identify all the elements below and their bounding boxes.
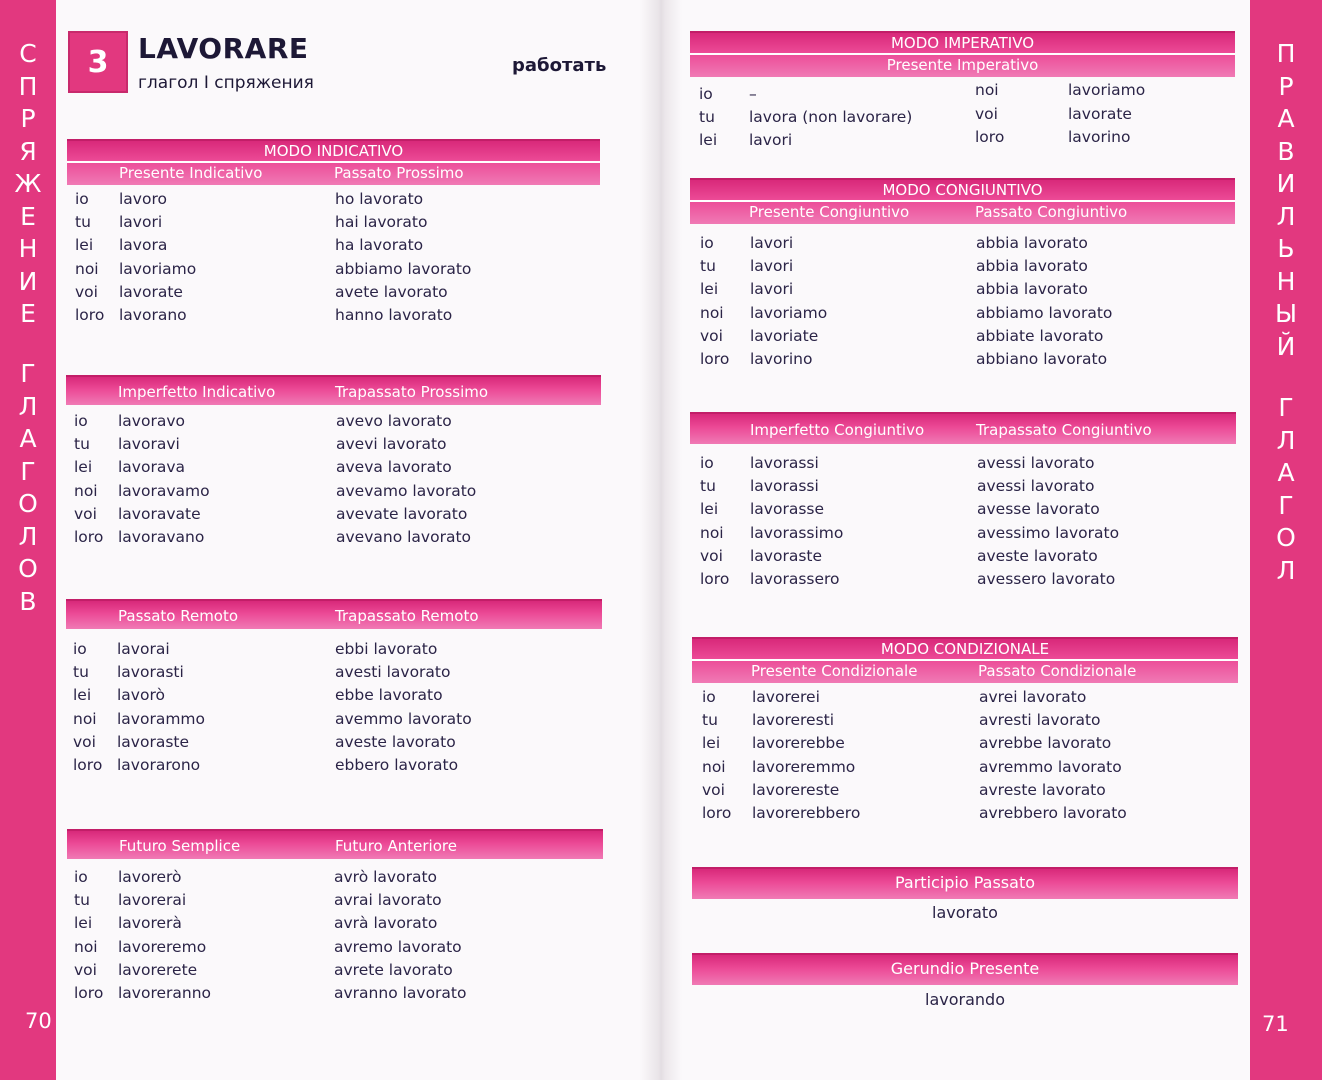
strip-letter: Ь [1277, 234, 1295, 263]
form-simple: lavorò [117, 686, 165, 705]
bar-modo-congiuntivo [690, 178, 1235, 224]
form-compound: avete lavorato [335, 282, 448, 301]
form-compound: avremmo lavorato [979, 757, 1122, 776]
form-simple: – [749, 85, 757, 103]
pronoun: noi [700, 523, 724, 542]
pronoun: voi [700, 326, 723, 345]
mood-title-rule [690, 53, 1235, 55]
verb-conjugation-group: глагол I спряжения [138, 73, 314, 93]
form-simple: lavoravamo [118, 481, 210, 500]
form-compound: avessimo lavorato [977, 523, 1120, 542]
strip-letter: В [19, 586, 37, 616]
form-simple: lavoreresti [752, 711, 835, 730]
column-header: Imperfetto Indicativo [118, 383, 276, 401]
strip-letter: Н [1276, 266, 1296, 296]
strip-letter: И [18, 266, 38, 296]
form-compound: avrà lavorato [334, 914, 438, 933]
form-simple: lavoriamo [1068, 81, 1146, 99]
strip-letter: Л [18, 391, 38, 421]
form-compound: avrei lavorato [979, 688, 1087, 706]
form-simple: lavori [750, 234, 794, 252]
form-compound: aveste lavorato [977, 546, 1098, 565]
form-simple: lavoraste [750, 546, 823, 565]
form-simple: lavoravano [118, 528, 205, 546]
pronoun: tu [73, 663, 89, 682]
form-simple: lavorerà [118, 914, 182, 933]
pronoun: noi [975, 81, 999, 99]
pronoun: tu [74, 435, 90, 454]
pronoun: noi [75, 259, 99, 278]
pronoun: tu [75, 213, 91, 232]
form-simple: lavorerò [118, 868, 182, 886]
bar-modo-condizionale [692, 637, 1238, 683]
form-simple: lavoro [119, 190, 167, 208]
form-compound: aveva lavorato [336, 458, 452, 477]
strip-letter: А [1277, 104, 1295, 133]
pronoun: io [74, 868, 88, 886]
pronoun: voi [702, 780, 725, 799]
form-simple: lavoriamo [119, 259, 197, 278]
strip-word-glagol [1250, 392, 1322, 587]
form-compound: avevo lavorato [336, 412, 452, 430]
bar-participio-passato [692, 867, 1238, 899]
pronoun: loro [73, 756, 103, 774]
form-simple: lavori [750, 257, 794, 276]
form-compound: avevate lavorato [336, 504, 468, 523]
form-compound: avevano lavorato [336, 528, 472, 546]
strip-letter: О [1276, 523, 1296, 552]
form-compound: ha lavorato [335, 236, 424, 255]
strip-letter: Г [20, 456, 36, 486]
right-side-strip [1250, 0, 1322, 1080]
form-compound: abbiano lavorato [976, 350, 1108, 368]
form-simple: lavorerebbero [752, 804, 861, 822]
gerundio-title: Gerundio Presente [890, 959, 1040, 978]
strip-letter: Е [20, 201, 36, 231]
column-header: Trapassato Prossimo [335, 383, 489, 401]
form-simple: lavori [750, 280, 794, 299]
form-compound: avresti lavorato [979, 711, 1101, 730]
strip-letter: В [1277, 136, 1295, 166]
form-compound: avrebbe lavorato [979, 734, 1112, 753]
pronoun: io [73, 640, 87, 658]
form-compound: avessi lavorato [977, 477, 1095, 496]
form-compound: aveste lavorato [335, 732, 456, 751]
strip-letter: О [18, 489, 38, 518]
strip-letter: Л [1276, 201, 1296, 231]
form-simple: lavorano [119, 306, 187, 324]
pronoun: voi [74, 960, 97, 979]
pronoun: tu [74, 891, 90, 910]
mood-title-rule [67, 161, 600, 163]
form-simple: lavorerete [118, 960, 198, 979]
gerundio-value: lavorando [925, 990, 1005, 1009]
pronoun: loro [74, 528, 104, 546]
form-compound: avrebbero lavorato [979, 804, 1127, 822]
page-number-right: 71 [1262, 1012, 1289, 1036]
form-compound: avevamo lavorato [336, 481, 477, 500]
pronoun: tu [700, 257, 716, 276]
column-header: Passato Congiuntivo [975, 203, 1128, 221]
form-simple: lavorereste [752, 780, 840, 799]
strip-word-pravilnyi [1250, 38, 1322, 363]
bar-modo-indicativo [67, 139, 600, 185]
pronoun: io [75, 190, 89, 208]
pronoun: noi [74, 937, 98, 956]
pronoun: lei [702, 734, 721, 753]
verb-number-badge: 3 [68, 31, 128, 93]
form-compound: avrete lavorato [334, 960, 453, 979]
strip-letter: Р [20, 104, 36, 133]
mood-title: MODO IMPERATIVO [890, 34, 1035, 52]
pronoun: tu [702, 711, 718, 730]
pronoun: io [702, 688, 716, 706]
strip-letter: Г [1278, 490, 1294, 520]
pronoun: io [74, 412, 88, 430]
form-simple: lavoreremo [118, 937, 207, 956]
mood-title-rule [692, 659, 1238, 661]
pronoun: tu [699, 108, 715, 126]
form-simple: lavoravate [118, 504, 201, 523]
pronoun: noi [74, 481, 98, 500]
form-compound: hanno lavorato [335, 306, 453, 324]
form-simple: lavorerai [118, 891, 187, 910]
pronoun: loro [700, 350, 730, 368]
column-header: Presente Condizionale [751, 662, 918, 680]
mood-title: MODO INDICATIVO [263, 142, 404, 160]
strip-letter: Я [19, 136, 37, 166]
pronoun: loro [700, 570, 730, 588]
form-compound: avreste lavorato [979, 780, 1106, 799]
form-simple: lavorammo [117, 709, 206, 728]
strip-letter: О [18, 554, 38, 583]
column-header: Passato Remoto [118, 607, 239, 625]
pronoun: lei [699, 131, 718, 149]
form-simple: lavorarono [117, 756, 201, 774]
strip-word-spryazhenie [0, 38, 56, 331]
left-side-strip [0, 0, 56, 1080]
form-compound: avessi lavorato [977, 454, 1095, 472]
form-simple: lavorino [1068, 128, 1131, 146]
form-simple: lavoravi [118, 435, 180, 454]
pronoun: tu [700, 477, 716, 496]
strip-letter: Н [18, 234, 38, 263]
form-compound: abbiamo lavorato [976, 303, 1113, 322]
pronoun: lei [700, 280, 719, 299]
column-header: Imperfetto Congiuntivo [750, 421, 925, 439]
verb-title: LAVORARE [138, 32, 309, 65]
strip-letter: И [1276, 169, 1296, 198]
form-compound: avrò lavorato [334, 868, 438, 886]
column-header: Presente Congiuntivo [749, 203, 910, 221]
form-simple: lavorassimo [750, 523, 844, 542]
form-simple: lavoraste [117, 732, 190, 751]
form-simple: lavori [119, 213, 163, 232]
column-header: Presente Indicativo [119, 164, 263, 182]
form-simple: lavoriate [750, 326, 819, 345]
strip-letter: Л [1276, 425, 1296, 455]
pronoun: voi [975, 104, 998, 123]
form-compound: avrai lavorato [334, 891, 442, 910]
form-compound: ho lavorato [335, 190, 424, 208]
form-simple: lavorasti [117, 663, 184, 682]
pronoun: lei [73, 686, 92, 705]
form-compound: abbiate lavorato [976, 326, 1104, 345]
mood-title: MODO CONGIUNTIVO [882, 181, 1043, 199]
form-compound: avranno lavorato [334, 984, 467, 1002]
strip-word-glagolov [0, 358, 56, 618]
bar-futuro [67, 829, 603, 859]
participio-value: lavorato [932, 903, 998, 922]
pronoun: lei [74, 914, 93, 933]
column-header: Passato Prossimo [334, 164, 464, 182]
bar-imperfetto-indicativo [66, 375, 601, 405]
strip-letter: Е [20, 299, 36, 328]
pronoun: noi [700, 303, 724, 322]
form-simple: lavoravo [118, 412, 185, 430]
bar-imperfetto-congiuntivo [690, 412, 1236, 444]
pronoun: loro [74, 984, 104, 1002]
form-compound: ebbero lavorato [335, 756, 459, 774]
form-simple: lavorerei [752, 688, 820, 706]
strip-letter: Ы [1274, 299, 1298, 328]
strip-letter: Й [1276, 331, 1296, 361]
strip-letter: Г [20, 359, 36, 388]
mood-title-rule [690, 200, 1235, 202]
pronoun: io [700, 454, 714, 472]
form-compound: ebbe lavorato [335, 686, 443, 705]
pronoun: loro [75, 306, 105, 324]
column-header: Futuro Semplice [119, 837, 241, 855]
strip-letter: П [1276, 39, 1296, 68]
pronoun: noi [702, 757, 726, 776]
form-simple: lavora (non lavorare) [749, 108, 913, 126]
pronoun: voi [75, 282, 98, 301]
pronoun: voi [73, 732, 96, 751]
pronoun: voi [700, 546, 723, 565]
form-compound: abbia lavorato [976, 280, 1088, 299]
pronoun: loro [975, 128, 1005, 146]
form-simple: lavori [749, 131, 793, 149]
column-header: Passato Condizionale [978, 662, 1137, 680]
form-compound: hai lavorato [335, 213, 428, 232]
form-simple: lavoriamo [750, 303, 828, 322]
pronoun: lei [700, 500, 719, 519]
form-compound: avemmo lavorato [335, 709, 472, 728]
strip-letter: Р [1278, 71, 1294, 101]
column-header: Trapassato Remoto [335, 607, 479, 625]
form-simple: lavorerebbe [752, 734, 845, 753]
form-simple: lavorassi [750, 454, 819, 472]
strip-letter: Л [18, 521, 38, 551]
page-number-left: 70 [25, 1009, 52, 1033]
pronoun: lei [75, 236, 94, 255]
form-compound: avremo lavorato [334, 937, 462, 956]
pronoun: io [700, 234, 714, 252]
strip-letter: С [19, 39, 37, 68]
form-compound: avesse lavorato [977, 500, 1100, 519]
form-simple: lavorino [750, 350, 813, 368]
form-compound: abbiamo lavorato [335, 259, 472, 278]
form-simple: lavorava [118, 458, 186, 477]
form-simple: lavorassero [750, 570, 840, 588]
verb-translation: работать [512, 55, 607, 76]
form-compound: abbia lavorato [976, 257, 1088, 276]
bar-modo-imperativo [690, 31, 1235, 77]
column-header: Trapassato Congiuntivo [976, 421, 1152, 439]
form-compound: avesti lavorato [335, 663, 451, 682]
form-simple: lavorate [119, 282, 183, 301]
pronoun: noi [73, 709, 97, 728]
strip-letter: Ж [14, 169, 42, 198]
column-header: Futuro Anteriore [335, 837, 457, 855]
pronoun: voi [74, 504, 97, 523]
strip-letter: А [1277, 458, 1295, 487]
strip-letter: А [19, 424, 37, 453]
mood-title: MODO CONDIZIONALE [880, 640, 1050, 658]
form-simple: lavorassi [750, 477, 819, 496]
book-gutter [640, 0, 682, 1080]
form-compound: abbia lavorato [976, 234, 1088, 252]
strip-letter: Г [1278, 393, 1294, 422]
pronoun: loro [702, 804, 732, 822]
bar-gerundio-presente [692, 953, 1238, 985]
form-compound: ebbi lavorato [335, 640, 438, 658]
form-compound: avessero lavorato [977, 570, 1116, 588]
strip-letter: Л [1276, 555, 1296, 585]
form-compound: avevi lavorato [336, 435, 447, 454]
form-simple: lavorai [117, 640, 170, 658]
strip-letter: П [18, 71, 38, 101]
pronoun: io [699, 85, 713, 103]
bar-passato-remoto [66, 599, 602, 629]
form-simple: lavoreranno [118, 984, 212, 1002]
form-simple: lavora [119, 236, 168, 255]
form-simple: lavoreremmo [752, 757, 856, 776]
participio-title: Participio Passato [894, 873, 1036, 892]
form-simple: lavorasse [750, 500, 825, 519]
imperativo-subtitle: Presente Imperativo [886, 56, 1039, 74]
form-simple: lavorate [1068, 104, 1132, 123]
pronoun: lei [74, 458, 93, 477]
